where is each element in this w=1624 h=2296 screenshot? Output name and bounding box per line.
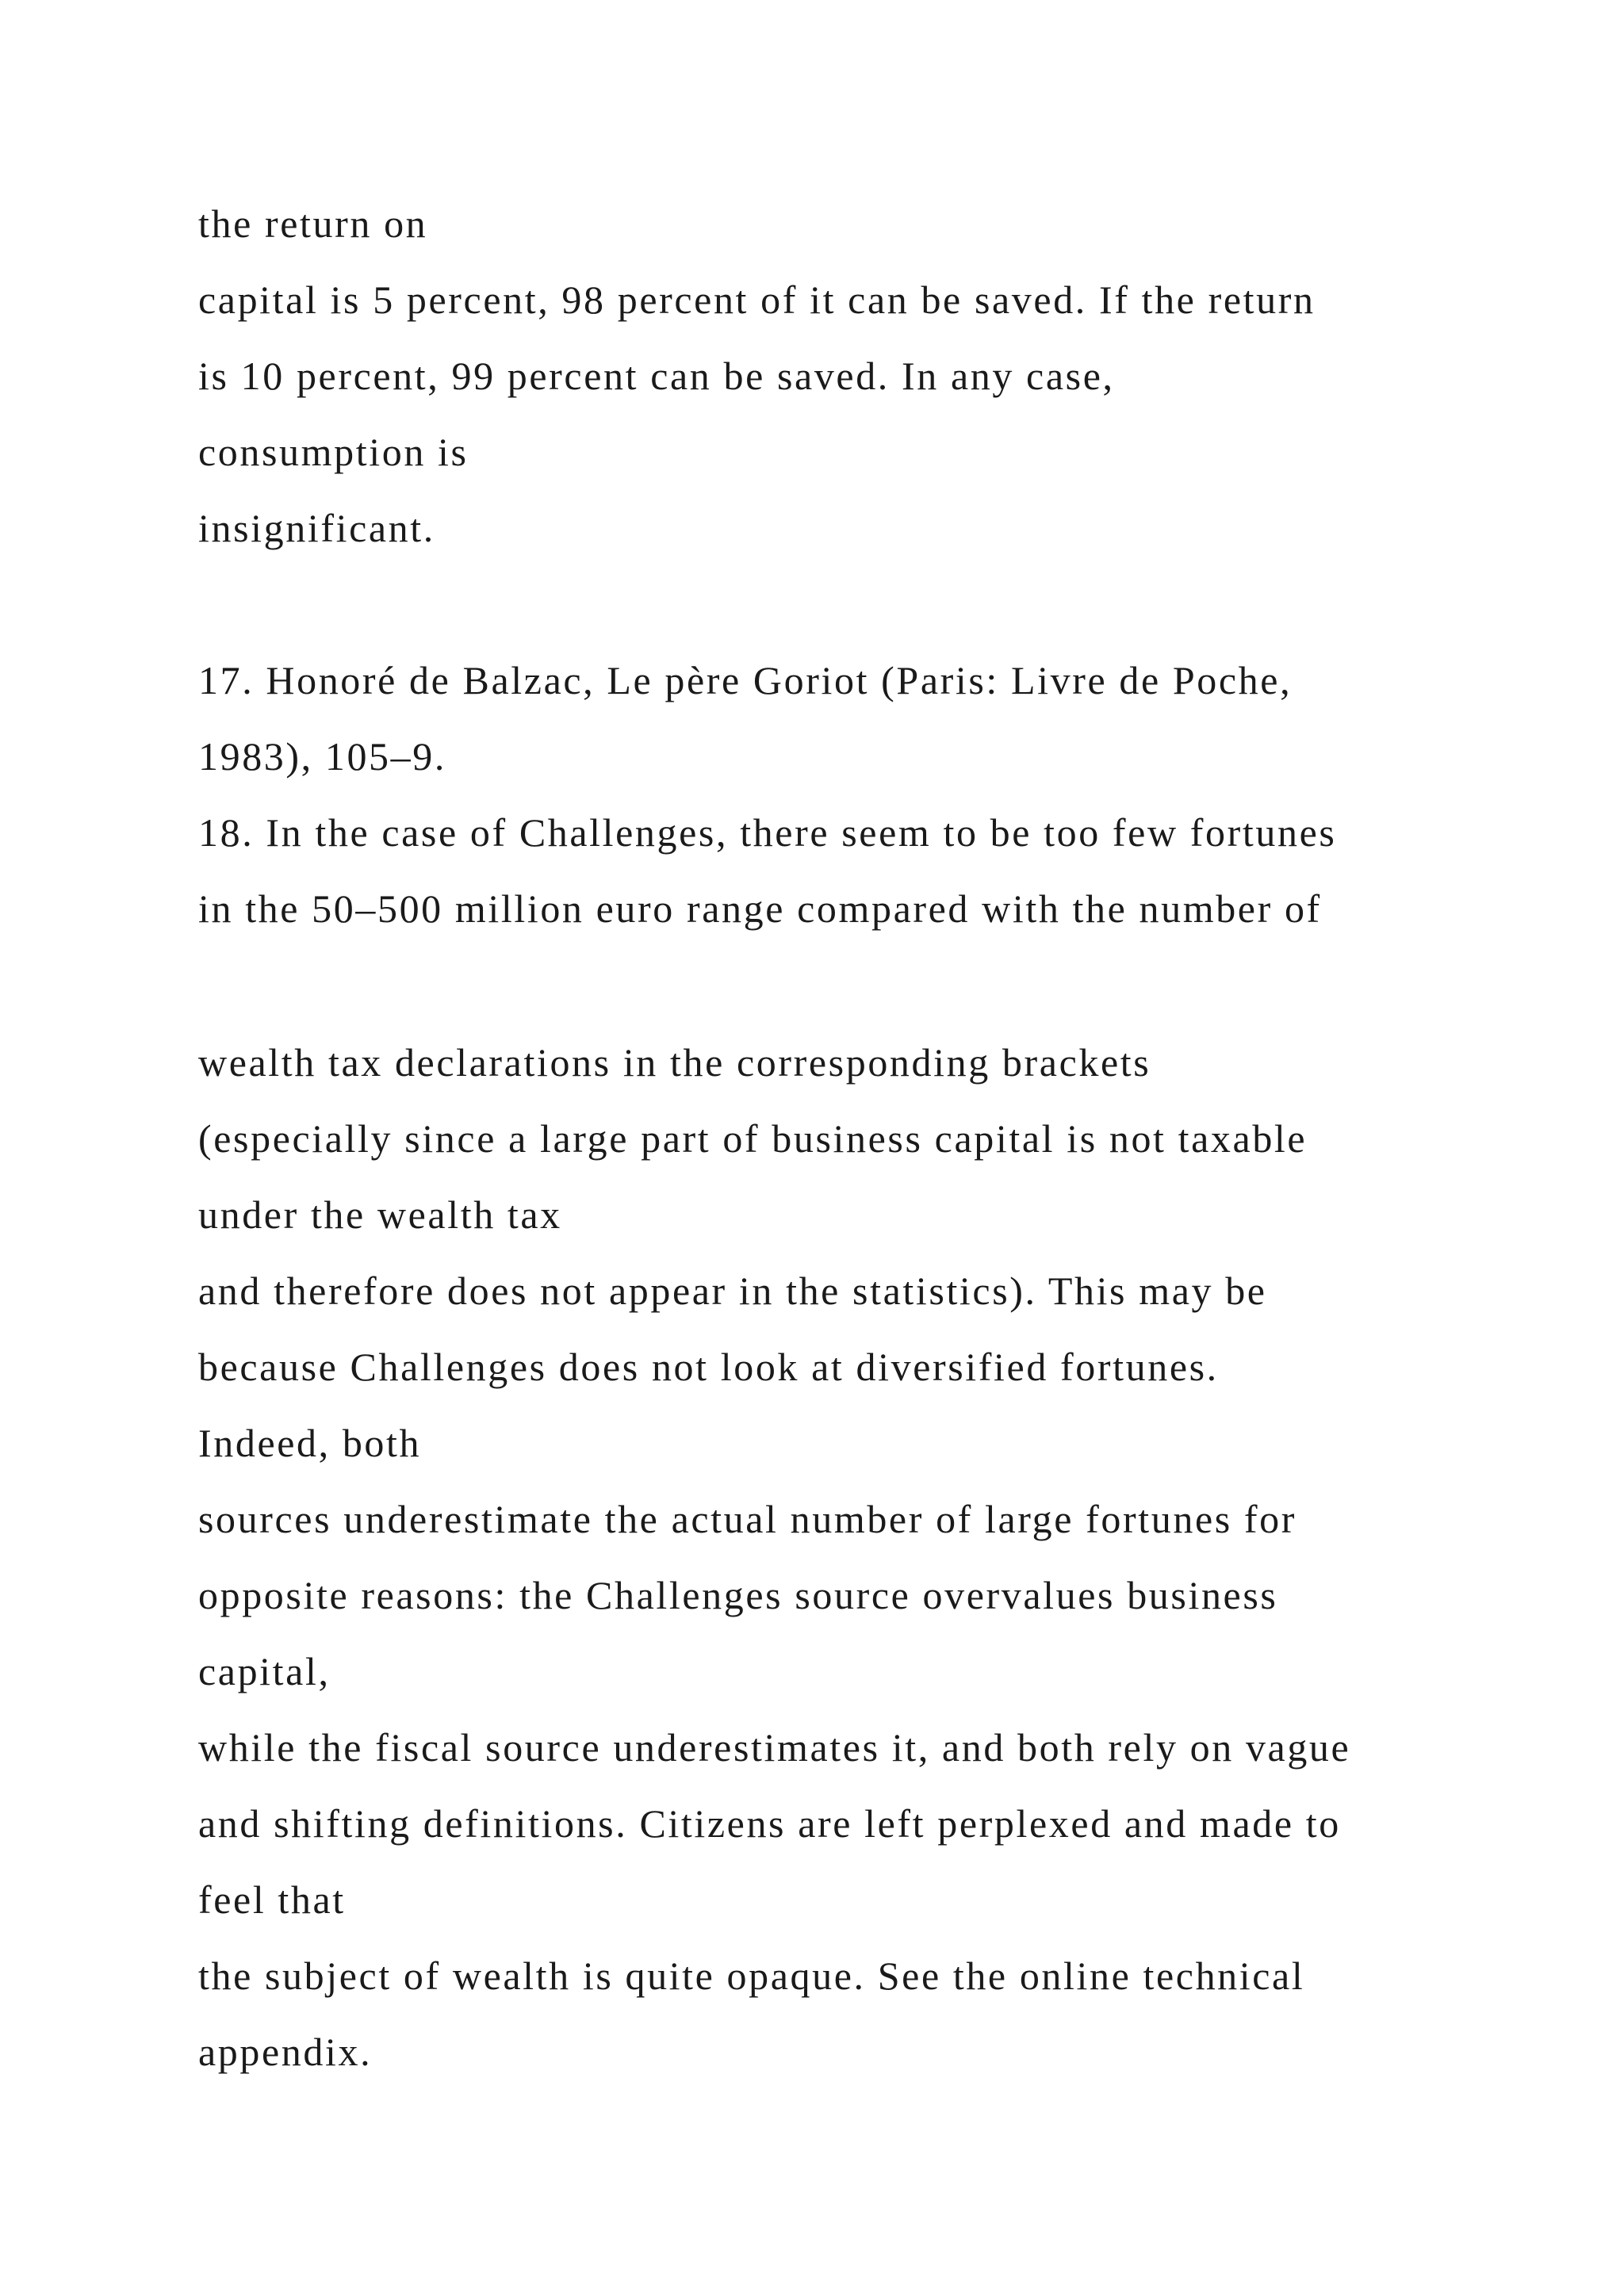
footnote-18-line: the subject of wealth is quite opaque. See the online technical: [198, 1954, 1305, 1998]
text-line: capital is 5 percent, 98 percent of it can be saved. If the return: [198, 277, 1316, 322]
text-line: is 10 percent, 99 percent can be saved. In any case,: [198, 354, 1115, 398]
footnote-18-line: under the wealth tax: [198, 1192, 562, 1237]
footnote-18-line: feel that: [198, 1877, 346, 1922]
footnote-18-line: capital,: [198, 1649, 331, 1693]
footnote-18-line: and therefore does not appear in the statistics). This may be: [198, 1269, 1267, 1313]
footnote-17-line: 17. Honoré de Balzac, Le père Goriot (Paris: Livre de Poche,: [198, 658, 1293, 702]
footnote-18-line: wealth tax declarations in the corresponding brackets: [198, 1040, 1151, 1085]
footnote-18-line: appendix.: [198, 2030, 373, 2074]
footnote-18-line: opposite reasons: the Challenges source overvalues business: [198, 1573, 1278, 1617]
footnote-18-line: while the fiscal source underestimates it, and both rely on vague: [198, 1725, 1351, 1770]
footnote-18-line: and shifting definitions. Citizens are left perplexed and made to: [198, 1801, 1341, 1846]
footnote-18-line: 18. In the case of Challenges, there seem to be too few fortunes: [198, 810, 1337, 855]
footnote-18-line: because Challenges does not look at diversified fortunes.: [198, 1345, 1219, 1389]
text-line: consumption is: [198, 430, 469, 474]
footnote-18-line: in the 50–500 million euro range compared with the number of: [198, 886, 1322, 931]
footnote-17-line: 1983), 105–9.: [198, 734, 446, 779]
text-line: the return on: [198, 201, 428, 246]
footnote-18-line: (especially since a large part of business capital is not taxable: [198, 1116, 1308, 1161]
footnote-18-line: Indeed, both: [198, 1421, 422, 1465]
text-line: insignificant.: [198, 506, 435, 550]
footnote-18-line: sources underestimate the actual number of large fortunes for: [198, 1497, 1297, 1541]
